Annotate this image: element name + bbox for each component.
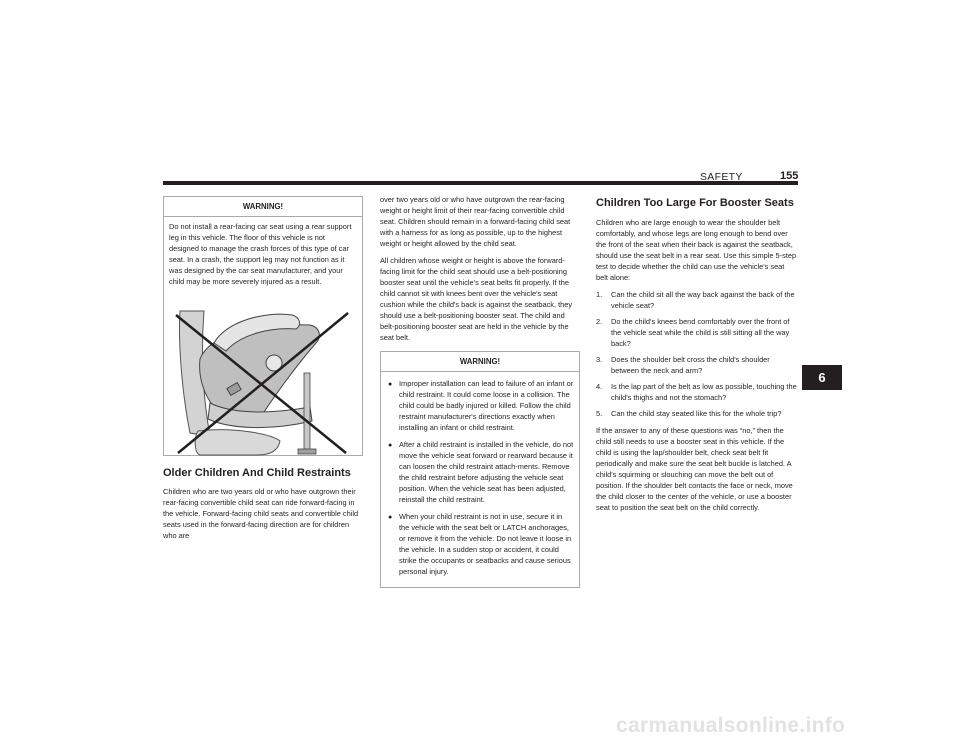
paragraph: All children whose weight or height is above the forward-facing limit for the child seat should use a belt-positioning booster seat until the vehicle's seat belts fit properly. If the child cannot sit with knees bent over the vehicle's seat cushion while the child's back is against the seatback, they should use a belt-positioning booster seat. The child and belt-positioning booster seat are held in the vehicle by the seat belt. (380, 256, 573, 342)
section-heading-too-large: Children Too Large For Booster Seats (596, 197, 794, 209)
section-title: SAFETY (700, 171, 743, 183)
warning-title: WARNING! (381, 352, 579, 372)
bullet-icon: ● (388, 514, 393, 521)
paragraph: Children who are large enough to wear the shoulder belt comfortably, and whose legs are long enough to bend over the front of the seat when their back is against the seatback, should use the seat belt in a rear seat. Use this simple 5-step test to decide whether the child can use the vehicle's seat belt alone: (596, 218, 797, 282)
list-item: 4. Is the lap part of the belt as low as possible, touching the child's thighs and not the stomach? (596, 382, 797, 402)
paragraph: If the answer to any of these questions was “no,” then the child still needs to use a booster seat in this vehicle. If the child is using the lap/shoulder belt, check seat belt fit periodically and make sure the seat belt buckle is latched. A child's squirming or slouching can move the belt out of position. If the shoulder belt contacts the face or neck, move the child closer to the center of the vehicle, or use a booster seat to position the seat belt on the child correctly. (596, 426, 793, 512)
paragraph: over two years old or who have outgrown the rear-facing weight or height limit of their rear-facing convertible child seat. Children should remain in a forward-facing child seat with a harness for as long as possible, up to the highest weight or height allowed by the child seat. (380, 195, 571, 248)
prohibited-support-leg-icon (170, 303, 356, 458)
list-item: 3. Does the shoulder belt cross the child's shoulder between the neck and arm? (596, 355, 770, 375)
warning-box-middle (380, 351, 580, 588)
warning-box-left (163, 196, 363, 456)
warning-list-item: ● After a child restraint is installed in the vehicle, do not move the vehicle seat forward or rearward because it can loosen the child restraint attach-ments. Remove the child restraint before adjusting the vehicle seat position. When the vehicle seat has been adjusted, reinstall the child restraint. (388, 440, 574, 504)
middle-column (380, 194, 580, 588)
list-item: 1. Can the child sit all the way back against the back of the vehicle seat? (596, 290, 795, 310)
list-item: 2. Do the child's knees bend comfortably over the front of the vehicle seat while the child is still sitting all the way back? (596, 317, 790, 348)
paragraph: Children who are two years old or who have outgrown their rear-facing convertible child seat can ride forward-facing in the vehicle. Forward-facing child seats and convertible child seats used in the forward-facing direction are for children who are (163, 487, 359, 540)
page-number: 155 (780, 170, 799, 182)
list-item: 5. Can the child stay seated like this for the whole trip? (596, 409, 782, 418)
warning-text: Do not install a rear-facing car seat using a rear support leg in this vehicle. The floor of this vehicle is not designed to manage the crash forces of this type of car seat. In a crash, the support leg may not function as it was designed by the car seat manufacturer, and your child may be more severely injured as a result. (169, 222, 352, 286)
right-column (596, 196, 798, 519)
bullet-icon: ● (388, 442, 393, 449)
warning-title: WARNING! (164, 197, 362, 217)
watermark-text[interactable]: carmanualsonline.info (616, 714, 846, 737)
five-step-test-list (596, 289, 798, 419)
warning-list-item: ● When your child restraint is not in use, secure it in the vehicle with the seat belt or LATCH anchorages, or remove it from the vehicle. Do not leave it loose in the vehicle. In a sudden stop or accident, it could strike the occupants or seatbacks and cause serious personal injury. (388, 512, 572, 576)
section-heading-older-children: Older Children And Child Restraints (163, 467, 351, 479)
left-column (163, 196, 363, 547)
bullet-icon: ● (388, 381, 393, 388)
warning-list-item: ● Improper installation can lead to failure of an infant or child restraint. It could come loose in a collision. The child could be badly injured or killed. Follow the child restraint manufacturer's directions exactly when installing an infant or child restraint. (388, 379, 574, 432)
chapter-tab[interactable]: 6 (802, 365, 842, 390)
car-seat-illustration (170, 303, 356, 458)
